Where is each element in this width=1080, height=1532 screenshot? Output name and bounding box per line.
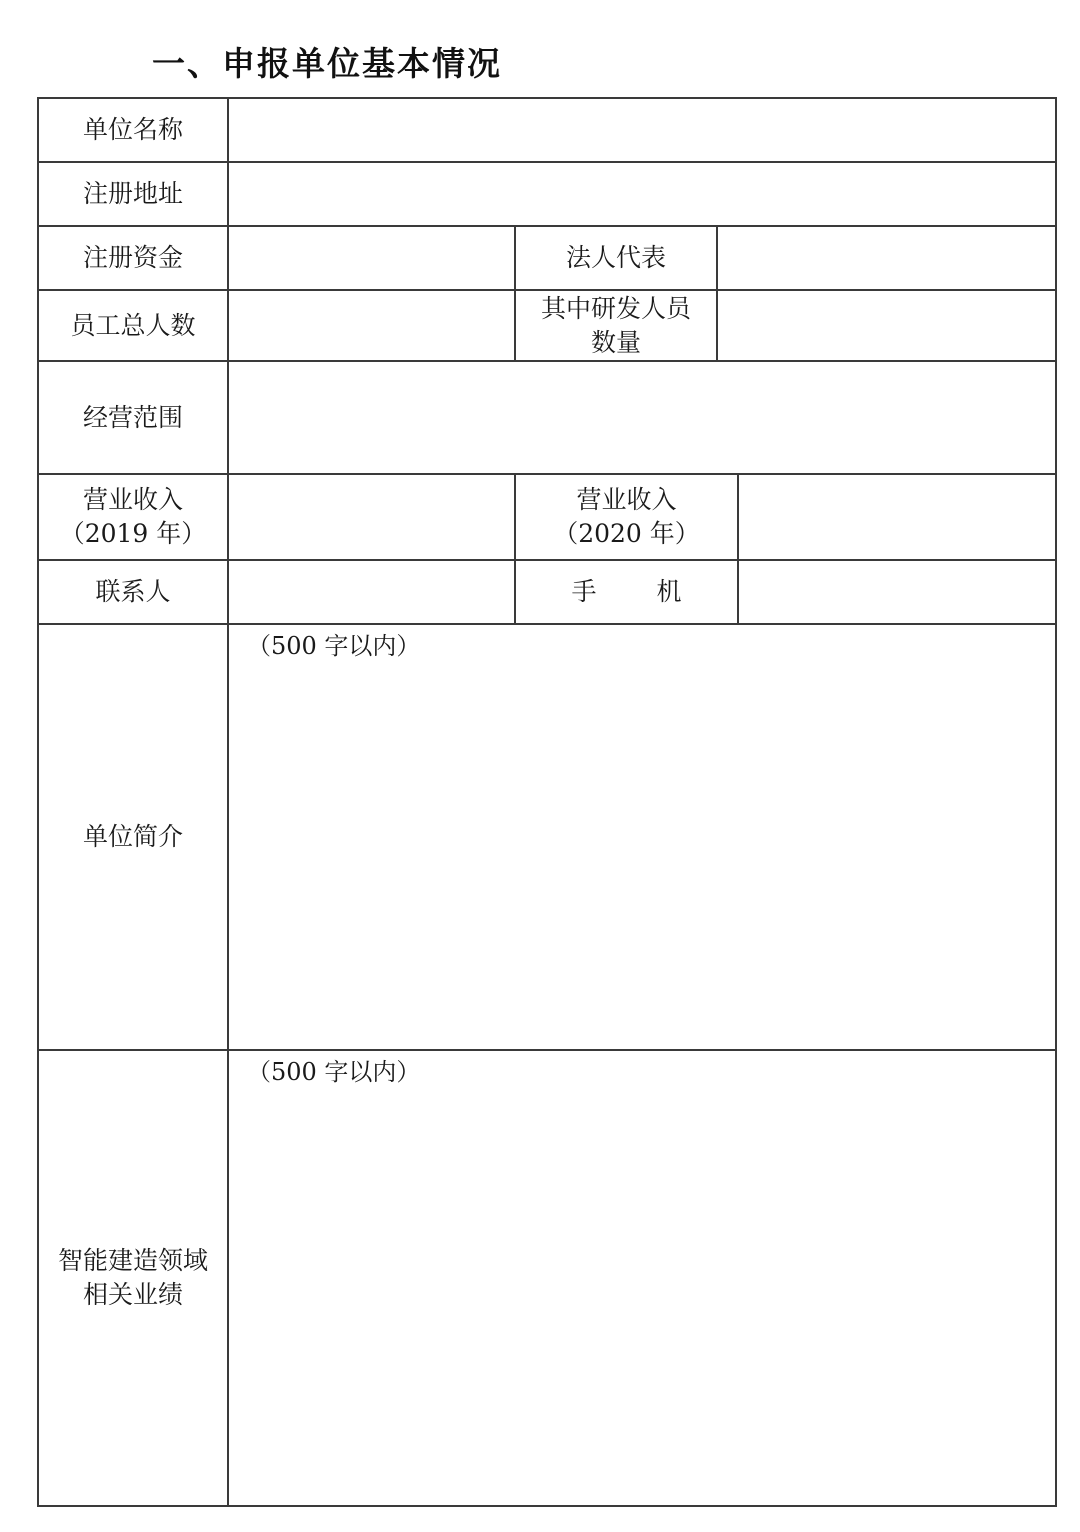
contact-label: 联系人 [38, 560, 228, 624]
row-reg-capital [38, 226, 1056, 290]
rd-staff-label [515, 290, 717, 361]
staff-total-label: 员工总人数 [38, 290, 228, 361]
revenue-2020-field[interactable] [738, 474, 1056, 560]
rd-staff-label-line1: 其中研发人员 [540, 293, 691, 323]
revenue-2020-label-line2: （2020 年） [553, 519, 700, 548]
intro-label: 单位简介 [38, 624, 228, 1050]
revenue-2020-label-line1: 营业收入 [576, 485, 677, 514]
row-unit-name [38, 98, 1056, 162]
row-achievements [38, 1050, 1056, 1506]
row-revenue [38, 474, 1056, 560]
achievements-label-line2: 相关业绩 [82, 1280, 183, 1309]
revenue-2019-label-line1: 营业收入 [82, 485, 183, 514]
mobile-field[interactable] [738, 560, 1056, 624]
achievements-field[interactable] [228, 1050, 1056, 1506]
row-contact [38, 560, 1056, 624]
page-title: 一、申报单位基本情况 [152, 44, 502, 83]
reg-address-label: 注册地址 [38, 162, 228, 226]
staff-total-field[interactable] [228, 290, 515, 361]
legal-rep-field[interactable] [717, 226, 1056, 290]
rd-staff-field[interactable] [717, 290, 1056, 361]
basic-info-table [37, 97, 1057, 1507]
revenue-2019-field[interactable] [228, 474, 515, 560]
legal-rep-label: 法人代表 [515, 226, 717, 290]
row-business-scope [38, 361, 1056, 474]
mobile-label [515, 560, 738, 624]
row-staff [38, 290, 1056, 361]
row-reg-address [38, 162, 1056, 226]
business-scope-field[interactable] [228, 361, 1056, 474]
achievements-label [38, 1050, 228, 1506]
revenue-2019-label [38, 474, 228, 560]
rd-staff-label-line2: 数量 [590, 327, 641, 357]
business-scope-label: 经营范围 [38, 361, 228, 474]
revenue-2020-label [515, 474, 738, 560]
row-intro [38, 624, 1056, 1050]
unit-name-field[interactable] [228, 98, 1056, 162]
intro-field[interactable] [228, 624, 1056, 1050]
contact-field[interactable] [228, 560, 515, 624]
reg-capital-label: 注册资金 [38, 226, 228, 290]
mobile-label-text: 手 机 [571, 577, 708, 606]
revenue-2019-label-line2: （2019 年） [59, 519, 207, 548]
reg-address-field[interactable] [228, 162, 1056, 226]
intro-limit-note: （500 字以内） [247, 632, 421, 660]
achievements-label-line1: 智能建造领域 [57, 1246, 208, 1275]
unit-name-label: 单位名称 [38, 98, 228, 162]
reg-capital-field[interactable] [228, 226, 515, 290]
achievements-limit-note: （500 字以内） [247, 1058, 421, 1086]
